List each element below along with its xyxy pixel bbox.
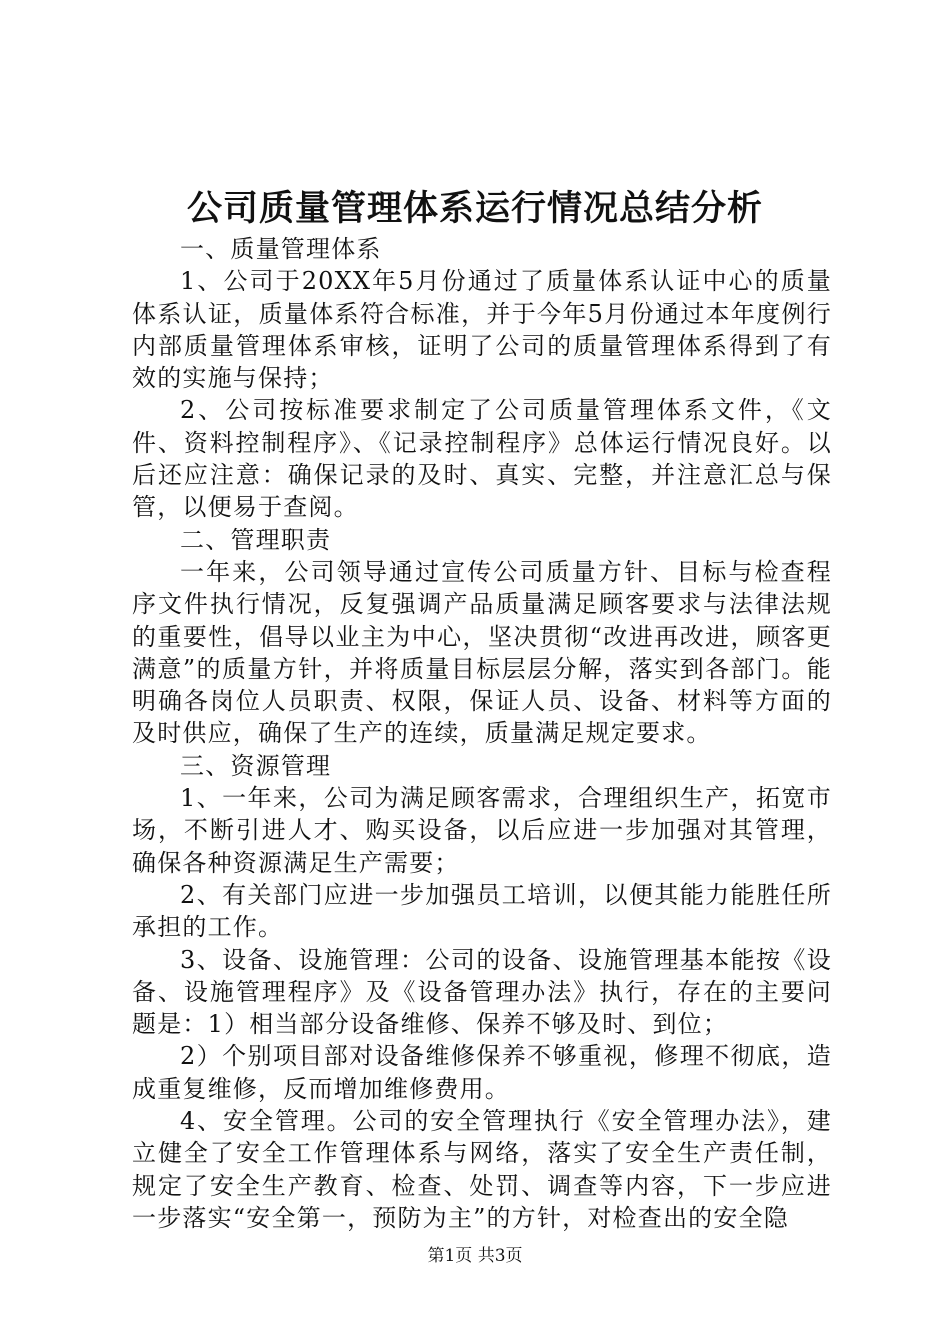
- paragraph: 1、一年来，公司为满足顾客需求，合理组织生产，拓宽市场，不断引进人才、购买设备，以后应进一步加强对其管理，确保各种资源满足生产需要；: [132, 784, 832, 877]
- section-heading-quality-system: 一、质量管理体系: [180, 235, 382, 263]
- paragraph: 3、设备、设施管理：公司的设备、设施管理基本能按《设备、设施管理程序》及《设备管理办法》执行，存在的主要问题是：1）相当部分设备维修、保养不够及时、到位；: [132, 945, 832, 1039]
- paragraph: 2）个别项目部对设备维修保养不够重视，修理不彻底，造成重复维修，反而增加维修费用。: [132, 1042, 832, 1103]
- document-body: [132, 233, 832, 1234]
- section-heading-management-duties: 二、管理职责: [180, 525, 332, 554]
- paragraph: 2、有关部门应进一步加强员工培训，以便其能力能胜任所承担的工作。: [132, 880, 832, 942]
- paragraph: 1、公司于20XX年5月份通过了质量体系认证中心的质量体系认证，质量体系符合标准，并于今年5月份通过本年度例行内部质量管理体系审核，证明了公司的质量管理体系得到了有效的实施与保持；: [132, 267, 832, 393]
- paragraph: 2、公司按标准要求制定了公司质量管理体系文件，《文件、资料控制程序》、《记录控制程序》总体运行情况良好。以后还应注意：确保记录的及时、真实、完整，并注意汇总与保管，以便易于查阅。: [132, 396, 832, 522]
- document-title: 公司质量管理体系运行情况总结分析: [186, 189, 763, 229]
- section-heading-resource-management: 三、资源管理: [180, 751, 332, 780]
- paragraph: 4、安全管理。公司的安全管理执行《安全管理办法》，建立健全了安全工作管理体系与网络，落实了安全生产责任制，规定了安全生产教育、检查、处罚、调查等内容，下一步应进一步落实“安全第一，预防为主”的方针，对检查出的安全隐: [132, 1107, 832, 1232]
- paragraph: 一年来，公司领导通过宣传公司质量方针、目标与检查程序文件执行情况，反复强调产品质量满足顾客要求与法律法规的重要性，倡导以业主为中心，坚决贯彻“改进再改进，顾客更满意”的质量方针，并将质量目标层层分解，落实到各部门。能明确各岗位人员职责、权限，保证人员、设备、材料等方面的及时供应，确保了生产的连续，质量满足规定要求。: [132, 557, 832, 748]
- page-footer: 第1页 共3页: [427, 1246, 523, 1266]
